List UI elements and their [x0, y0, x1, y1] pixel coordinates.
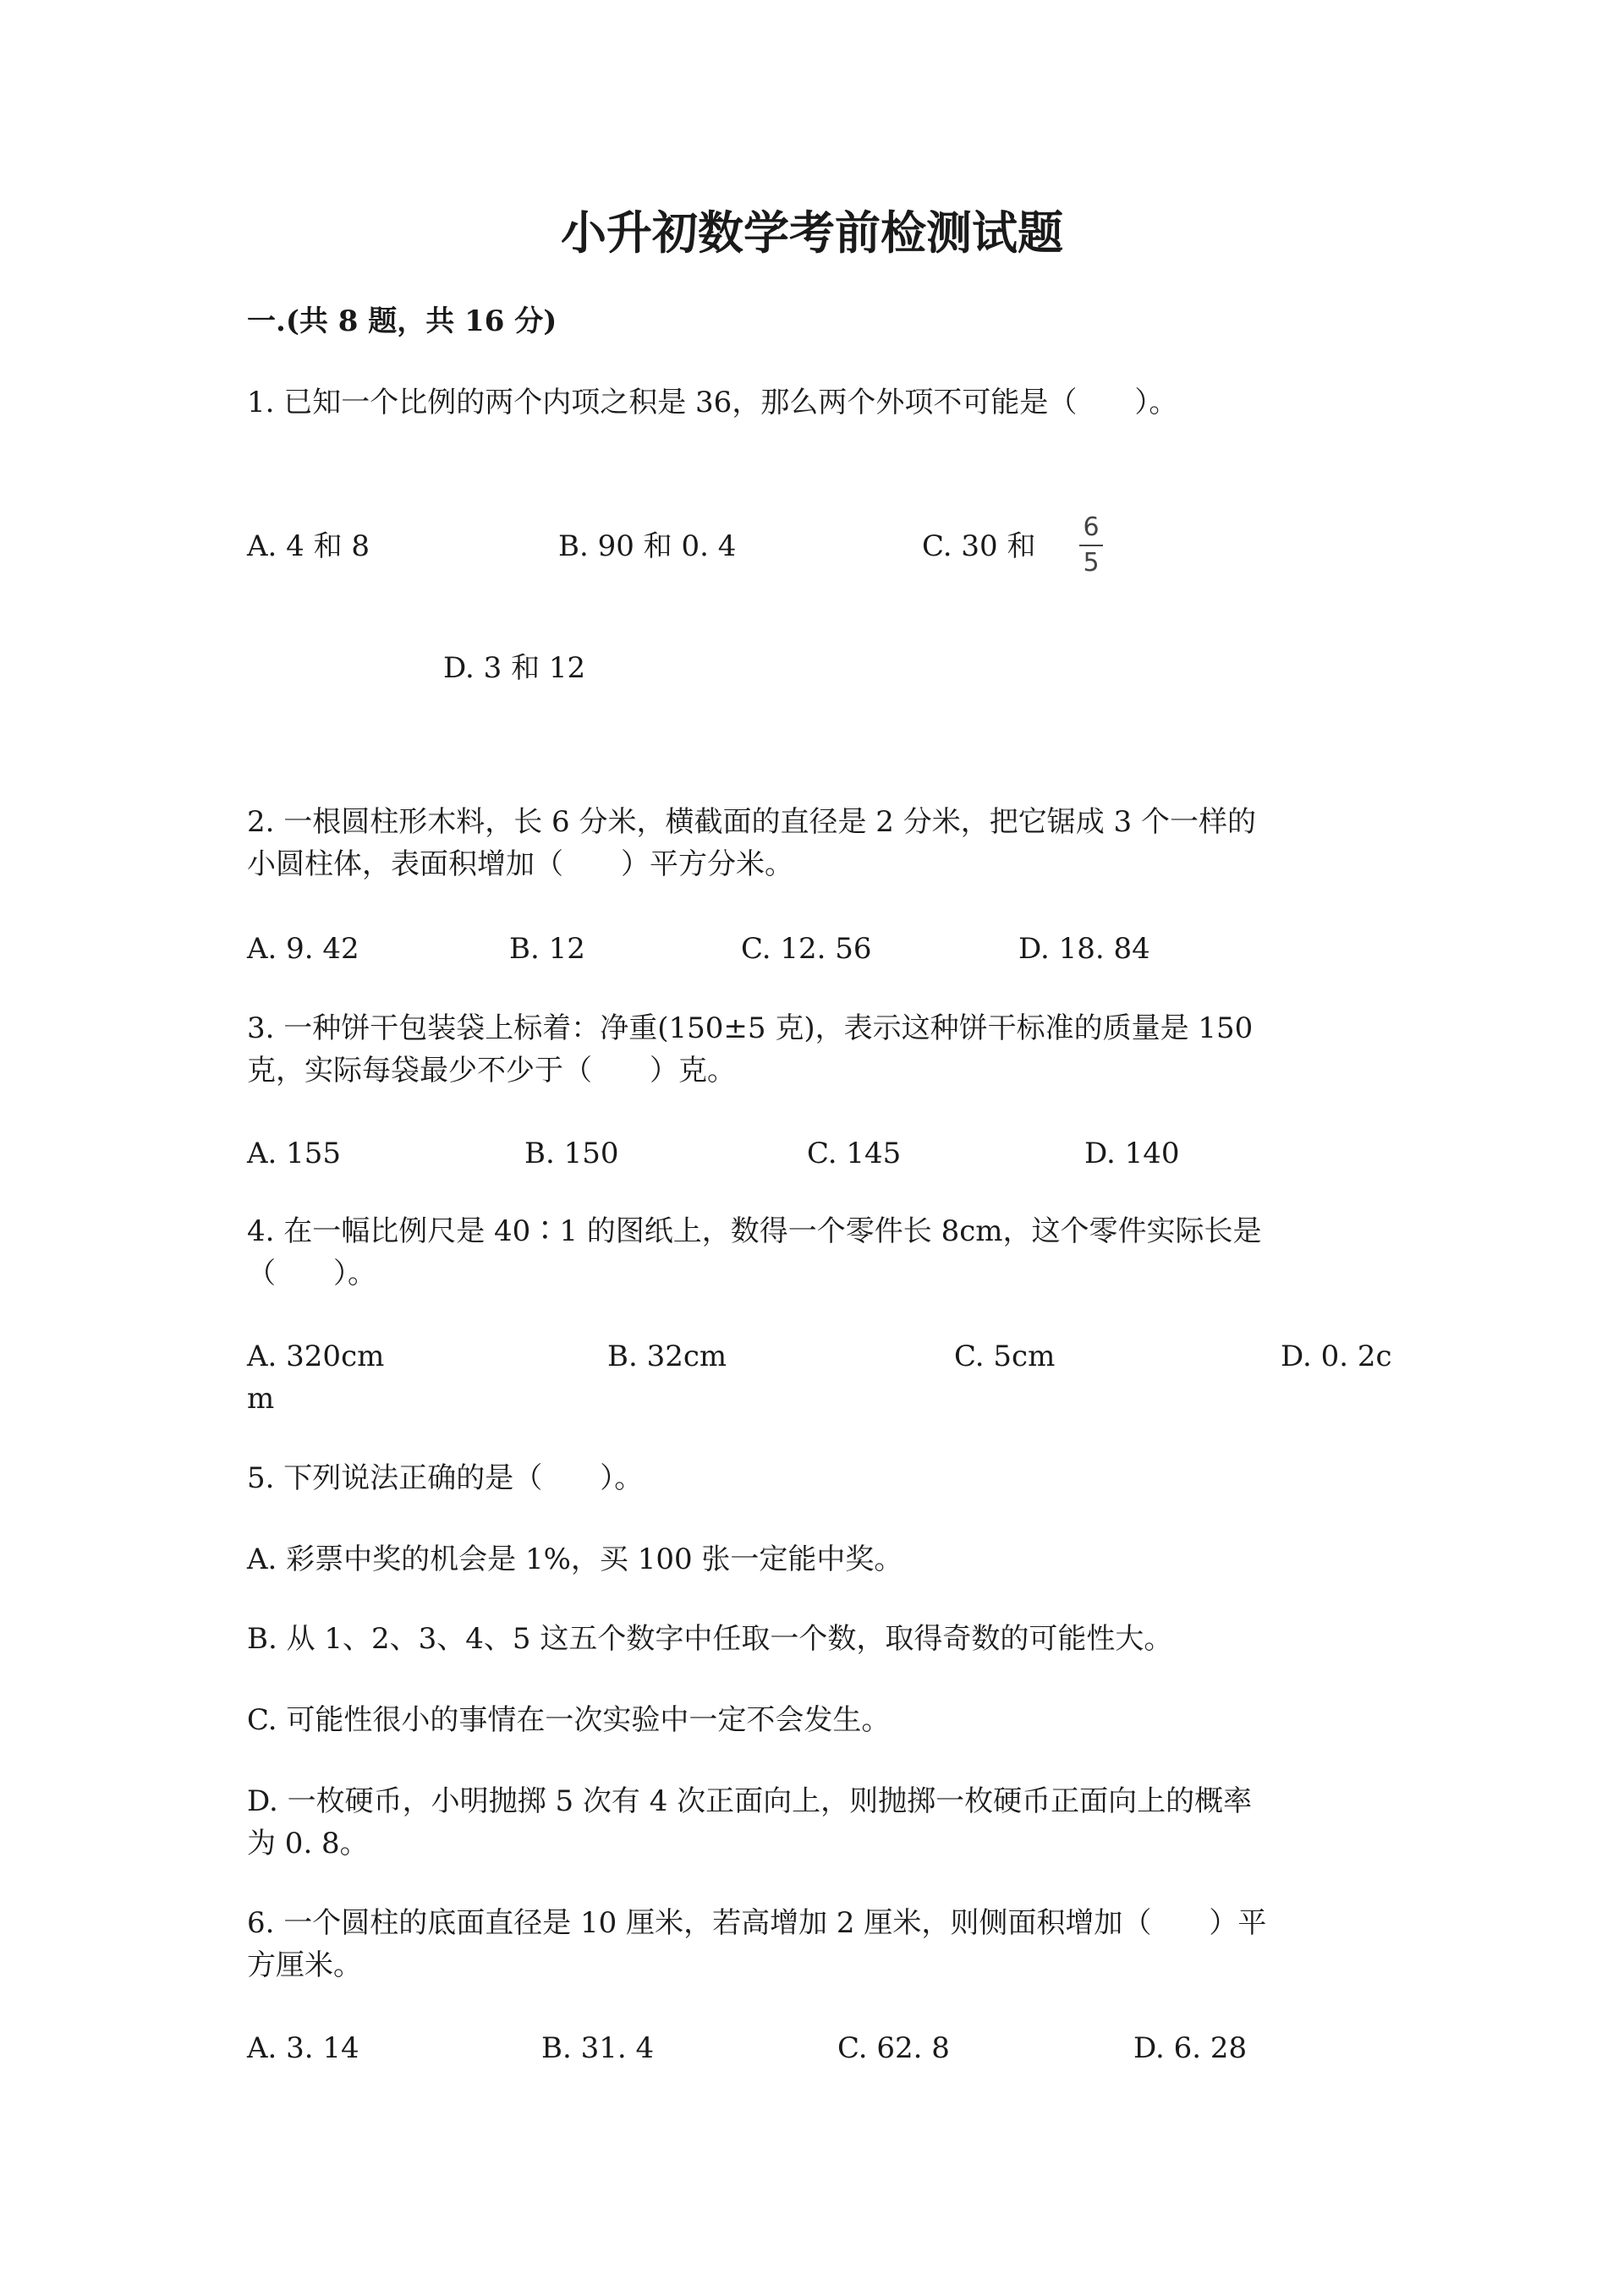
- question-6-option-a: A. 3. 14: [247, 2031, 359, 2065]
- fraction-denominator: 5: [1083, 548, 1100, 578]
- question-6-option-d: D. 6. 28: [1133, 2031, 1248, 2065]
- question-1-option-d: D. 3 和 12: [443, 651, 586, 685]
- question-3-stem-line-2: 克，实际每袋最少不少于（ ）克。: [247, 1054, 736, 1088]
- question-3-option-c: C. 145: [807, 1137, 902, 1170]
- question-2-option-a: A. 9. 42: [247, 932, 359, 966]
- question-3-stem-line-1: 3. 一种饼干包装袋上标着：净重(150±5 克)，表示这种饼干标准的质量是 150: [247, 1011, 1254, 1045]
- question-5-option-a: A. 彩票中奖的机会是 1%，买 100 张一定能中奖。: [247, 1543, 903, 1576]
- fraction-bar: [1079, 545, 1103, 546]
- question-5-option-b: B. 从 1、2、3、4、5 这五个数字中任取一个数，取得奇数的可能性大。: [247, 1622, 1173, 1656]
- question-2-stem-line-2: 小圆柱体，表面积增加（ ）平方分米。: [247, 847, 793, 881]
- question-5-option-c: C. 可能性很小的事情在一次实验中一定不会发生。: [247, 1703, 891, 1737]
- page-title: 小升初数学考前检测试题: [561, 205, 1063, 260]
- question-2-option-c: C. 12. 56: [741, 932, 872, 966]
- question-2-option-b: B. 12: [509, 932, 585, 966]
- question-6-stem-line-1: 6. 一个圆柱的底面直径是 10 厘米，若高增加 2 厘米，则侧面积增加（ ）平: [247, 1906, 1267, 1940]
- question-4-stem-line-1: 4. 在一幅比例尺是 40∶1 的图纸上，数得一个零件长 8cm，这个零件实际长是: [247, 1214, 1262, 1248]
- question-6-stem-line-2: 方厘米。: [247, 1948, 362, 1982]
- fraction-six-fifths: [1076, 512, 1106, 578]
- question-5-option-d: D. 一枚硬币，小明抛掷 5 次有 4 次正面向上，则抛掷一枚硬币正面向上的概率: [247, 1784, 1253, 1818]
- question-3-option-a: A. 155: [247, 1137, 342, 1170]
- question-6-option-b: B. 31. 4: [541, 2031, 655, 2065]
- question-5-option-d-wrap: 为 0. 8。: [247, 1827, 369, 1860]
- question-4-option-d: D. 0. 2c: [1281, 1340, 1392, 1373]
- question-4-option-b: B. 32cm: [607, 1340, 727, 1373]
- question-1-option-b: B. 90 和 0. 4: [558, 529, 737, 563]
- question-4-option-d-wrap: m: [247, 1382, 275, 1416]
- question-6-option-c: C. 62. 8: [837, 2031, 950, 2065]
- question-4-option-a: A. 320cm: [247, 1340, 385, 1373]
- question-3-option-b: B. 150: [524, 1137, 619, 1170]
- fraction-numerator: 6: [1083, 512, 1100, 542]
- section-heading: 一.(共 8 题，共 16 分): [247, 304, 557, 338]
- question-2-stem-line-1: 2. 一根圆柱形木料，长 6 分米，横截面的直径是 2 分米，把它锯成 3 个一样的: [247, 805, 1256, 839]
- question-3-option-d: D. 140: [1084, 1137, 1180, 1170]
- question-2-option-d: D. 18. 84: [1018, 932, 1150, 966]
- question-4-option-c: C. 5cm: [954, 1340, 1056, 1373]
- question-4-stem-line-2: （ ）。: [247, 1257, 376, 1290]
- question-5-stem: 5. 下列说法正确的是（ ）。: [247, 1461, 644, 1495]
- question-1-stem: 1. 已知一个比例的两个内项之积是 36，那么两个外项不可能是（ ）。: [247, 386, 1178, 419]
- question-1-option-a: A. 4 和 8: [247, 529, 370, 563]
- question-1-option-c: C. 30 和: [922, 529, 1036, 563]
